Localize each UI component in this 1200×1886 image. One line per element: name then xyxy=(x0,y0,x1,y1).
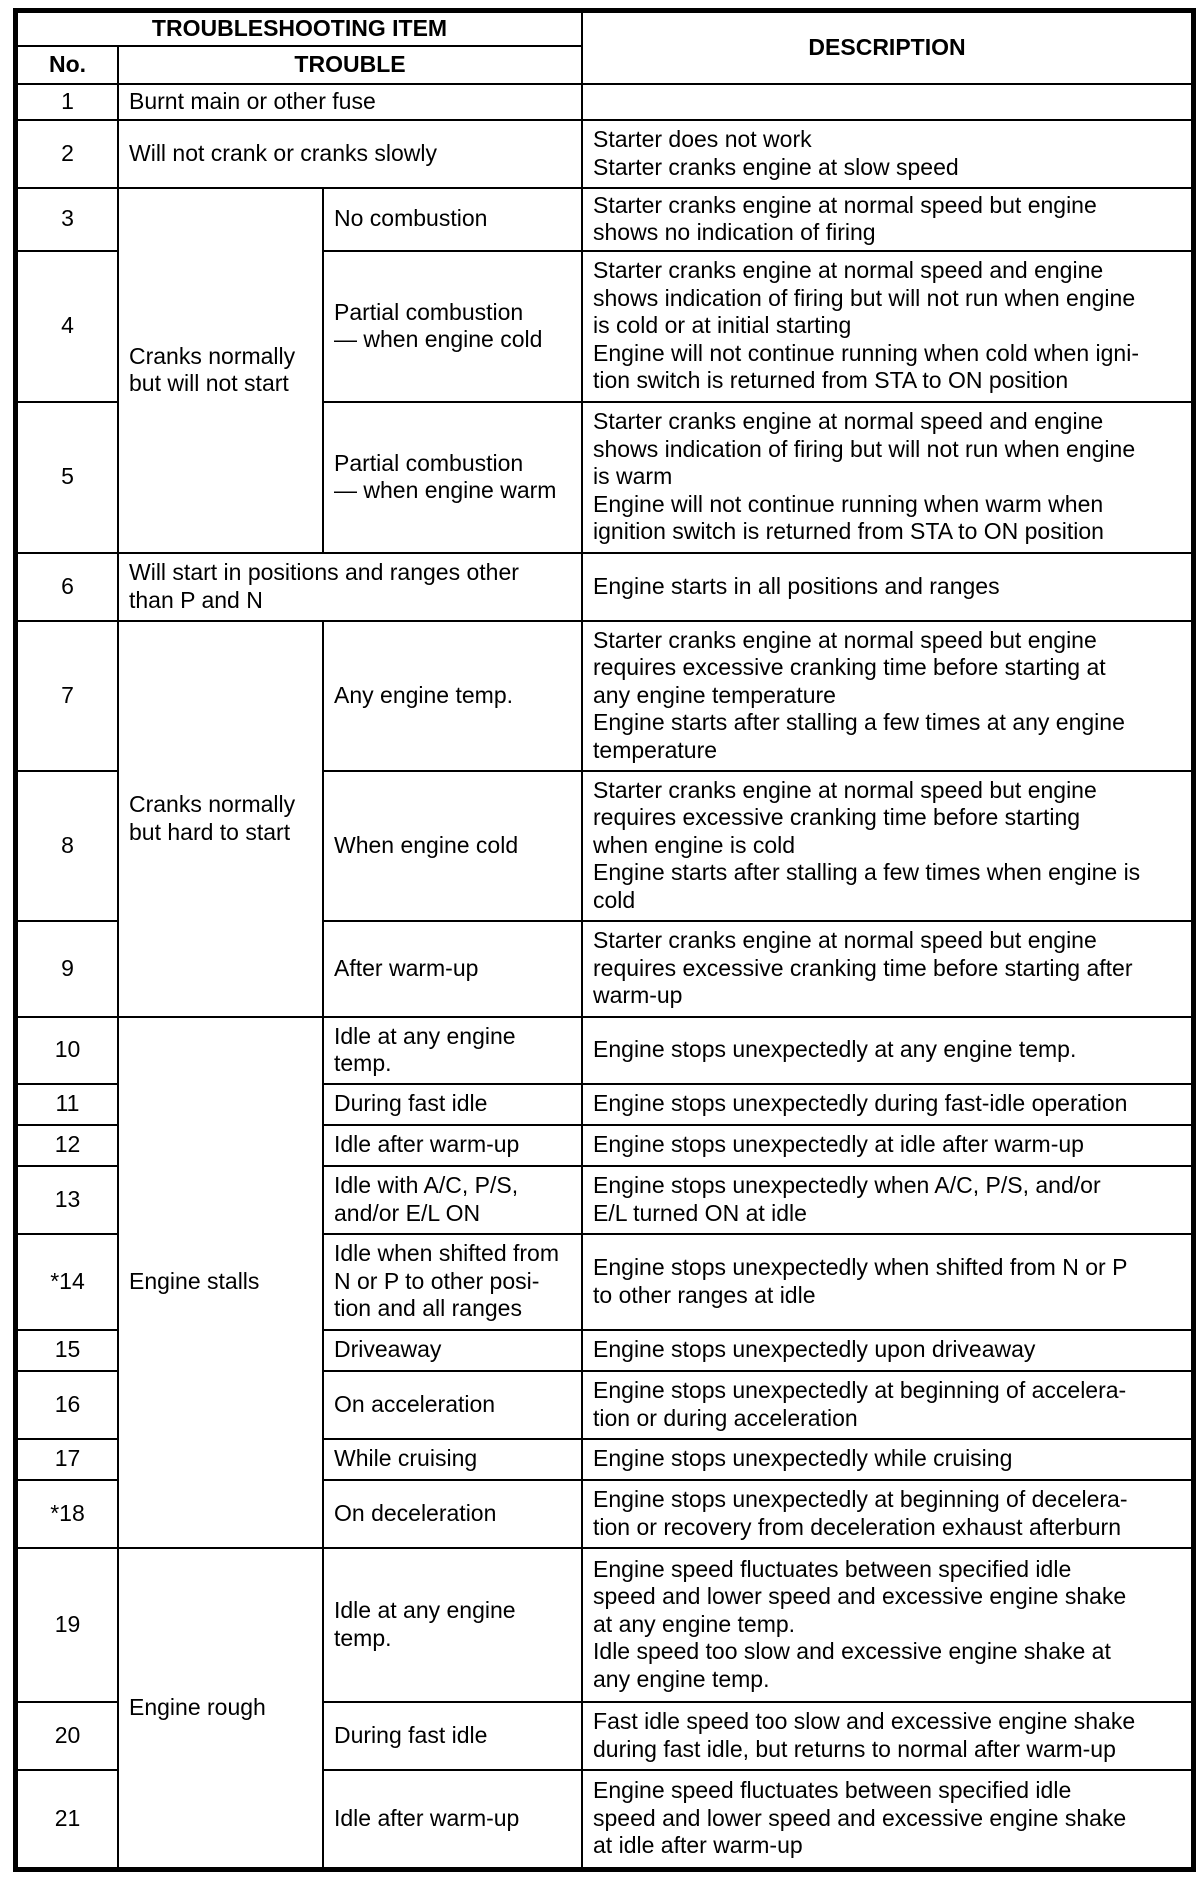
row-number: 20 xyxy=(17,1702,118,1770)
troubleshooting-table-wrapper xyxy=(13,8,1196,1877)
trouble-cell: During fast idle xyxy=(323,1702,582,1770)
trouble-cell: After warm-up xyxy=(323,921,582,1017)
trouble-cell: Idle at any engine temp. xyxy=(323,1548,582,1702)
trouble-cell: Idle when shifted from N or P to other posi- tion and all ranges xyxy=(323,1234,582,1330)
trouble-cell: Driveaway xyxy=(323,1330,582,1371)
description-cell: Engine stops unexpectedly upon driveaway xyxy=(582,1330,1192,1371)
table-row xyxy=(17,621,1192,771)
table-row xyxy=(17,188,1192,251)
row-number: 4 xyxy=(17,251,118,402)
trouble-cell: While cruising xyxy=(323,1439,582,1480)
description-cell: Engine speed fluctuates between specified idle speed and lower speed and excessive engine shake at idle after warm-up xyxy=(582,1770,1192,1868)
description-cell: Starter cranks engine at normal speed and engine shows indication of firing but will not run when engine is warm Engine will not continue running when warm when ignition switch is returned from STA to ON position xyxy=(582,402,1192,553)
table-row xyxy=(17,1548,1192,1702)
trouble-cell: Will start in positions and ranges other than P and N xyxy=(118,553,582,621)
row-number: 2 xyxy=(17,120,118,188)
trouble-cell: Idle after warm-up xyxy=(323,1770,582,1868)
row-number: 10 xyxy=(17,1017,118,1084)
group-cell: Cranks normally but hard to start xyxy=(118,621,323,1017)
table-row xyxy=(17,1017,1192,1084)
description-cell: Engine starts in all positions and ranges xyxy=(582,553,1192,621)
troubleshooting-table xyxy=(16,11,1193,1869)
description-cell: Starter cranks engine at normal speed and engine shows indication of firing but will not run when engine is cold or at initial starting Engine will not continue running when cold when igni- tion switch is returned from STA to ON position xyxy=(582,251,1192,402)
row-number: 5 xyxy=(17,402,118,553)
row-number: *14 xyxy=(17,1234,118,1330)
row-number: 1 xyxy=(17,84,118,120)
row-number: 17 xyxy=(17,1439,118,1480)
description-cell: Fast idle speed too slow and excessive engine shake during fast idle, but returns to normal after warm-up xyxy=(582,1702,1192,1770)
description-cell xyxy=(582,84,1192,120)
group-cell: Engine stalls xyxy=(118,1017,323,1548)
trouble-cell: On deceleration xyxy=(323,1480,582,1548)
row-number: *18 xyxy=(17,1480,118,1548)
description-cell: Engine stops unexpectedly while cruising xyxy=(582,1439,1192,1480)
description-cell: Engine stops unexpectedly at beginning of accelera- tion or during acceleration xyxy=(582,1371,1192,1439)
trouble-header: TROUBLE xyxy=(118,46,582,84)
trouble-cell: Idle at any engine temp. xyxy=(323,1017,582,1084)
row-number: 7 xyxy=(17,621,118,771)
header-row-1 xyxy=(17,12,1192,46)
row-number: 16 xyxy=(17,1371,118,1439)
trouble-cell: Will not crank or cranks slowly xyxy=(118,120,582,188)
table-row xyxy=(17,120,1192,188)
trouble-cell: Partial combustion — when engine warm xyxy=(323,402,582,553)
description-cell: Starter cranks engine at normal speed but engine requires excessive cranking time before starting after warm-up xyxy=(582,921,1192,1017)
row-number: 15 xyxy=(17,1330,118,1371)
trouble-cell: On acceleration xyxy=(323,1371,582,1439)
trouble-cell: No combustion xyxy=(323,188,582,251)
description-cell: Starter cranks engine at normal speed but engine requires excessive cranking time before starting when engine is cold Engine starts after stalling a few times when engine is cold xyxy=(582,771,1192,921)
description-cell: Starter cranks engine at normal speed but engine requires excessive cranking time before starting at any engine temperature Engine starts after stalling a few times at any engine temperature xyxy=(582,621,1192,771)
description-cell: Engine stops unexpectedly at idle after warm-up xyxy=(582,1125,1192,1166)
description-cell: Starter does not work Starter cranks engine at slow speed xyxy=(582,120,1192,188)
description-header: DESCRIPTION xyxy=(582,12,1192,84)
description-cell: Engine stops unexpectedly when A/C, P/S, and/or E/L turned ON at idle xyxy=(582,1166,1192,1234)
row-number: 21 xyxy=(17,1770,118,1868)
troubleshooting-item-header: TROUBLESHOOTING ITEM xyxy=(17,12,582,46)
row-number: 19 xyxy=(17,1548,118,1702)
description-cell: Engine stops unexpectedly at beginning of decelera- tion or recovery from deceleration exhaust afterburn xyxy=(582,1480,1192,1548)
row-number: 6 xyxy=(17,553,118,621)
trouble-cell: Idle with A/C, P/S, and/or E/L ON xyxy=(323,1166,582,1234)
group-cell: Engine rough xyxy=(118,1548,323,1868)
description-cell: Engine stops unexpectedly at any engine temp. xyxy=(582,1017,1192,1084)
table-row xyxy=(17,553,1192,621)
description-cell: Engine speed fluctuates between specified idle speed and lower speed and excessive engine shake at any engine temp. Idle speed too slow and excessive engine shake at any engine temp. xyxy=(582,1548,1192,1702)
description-cell: Starter cranks engine at normal speed but engine shows no indication of firing xyxy=(582,188,1192,251)
trouble-cell: When engine cold xyxy=(323,771,582,921)
row-number: 8 xyxy=(17,771,118,921)
table-frame xyxy=(13,8,1196,1872)
no-header: No. xyxy=(17,46,118,84)
row-number: 3 xyxy=(17,188,118,251)
description-cell: Engine stops unexpectedly when shifted from N or P to other ranges at idle xyxy=(582,1234,1192,1330)
description-cell: Engine stops unexpectedly during fast-idle operation xyxy=(582,1084,1192,1125)
row-number: 12 xyxy=(17,1125,118,1166)
table-row xyxy=(17,84,1192,120)
row-number: 9 xyxy=(17,921,118,1017)
trouble-cell: Idle after warm-up xyxy=(323,1125,582,1166)
trouble-cell: Partial combustion — when engine cold xyxy=(323,251,582,402)
trouble-cell: Burnt main or other fuse xyxy=(118,84,582,120)
trouble-cell: During fast idle xyxy=(323,1084,582,1125)
row-number: 13 xyxy=(17,1166,118,1234)
trouble-cell: Any engine temp. xyxy=(323,621,582,771)
group-cell: Cranks normally but will not start xyxy=(118,188,323,553)
row-number: 11 xyxy=(17,1084,118,1125)
